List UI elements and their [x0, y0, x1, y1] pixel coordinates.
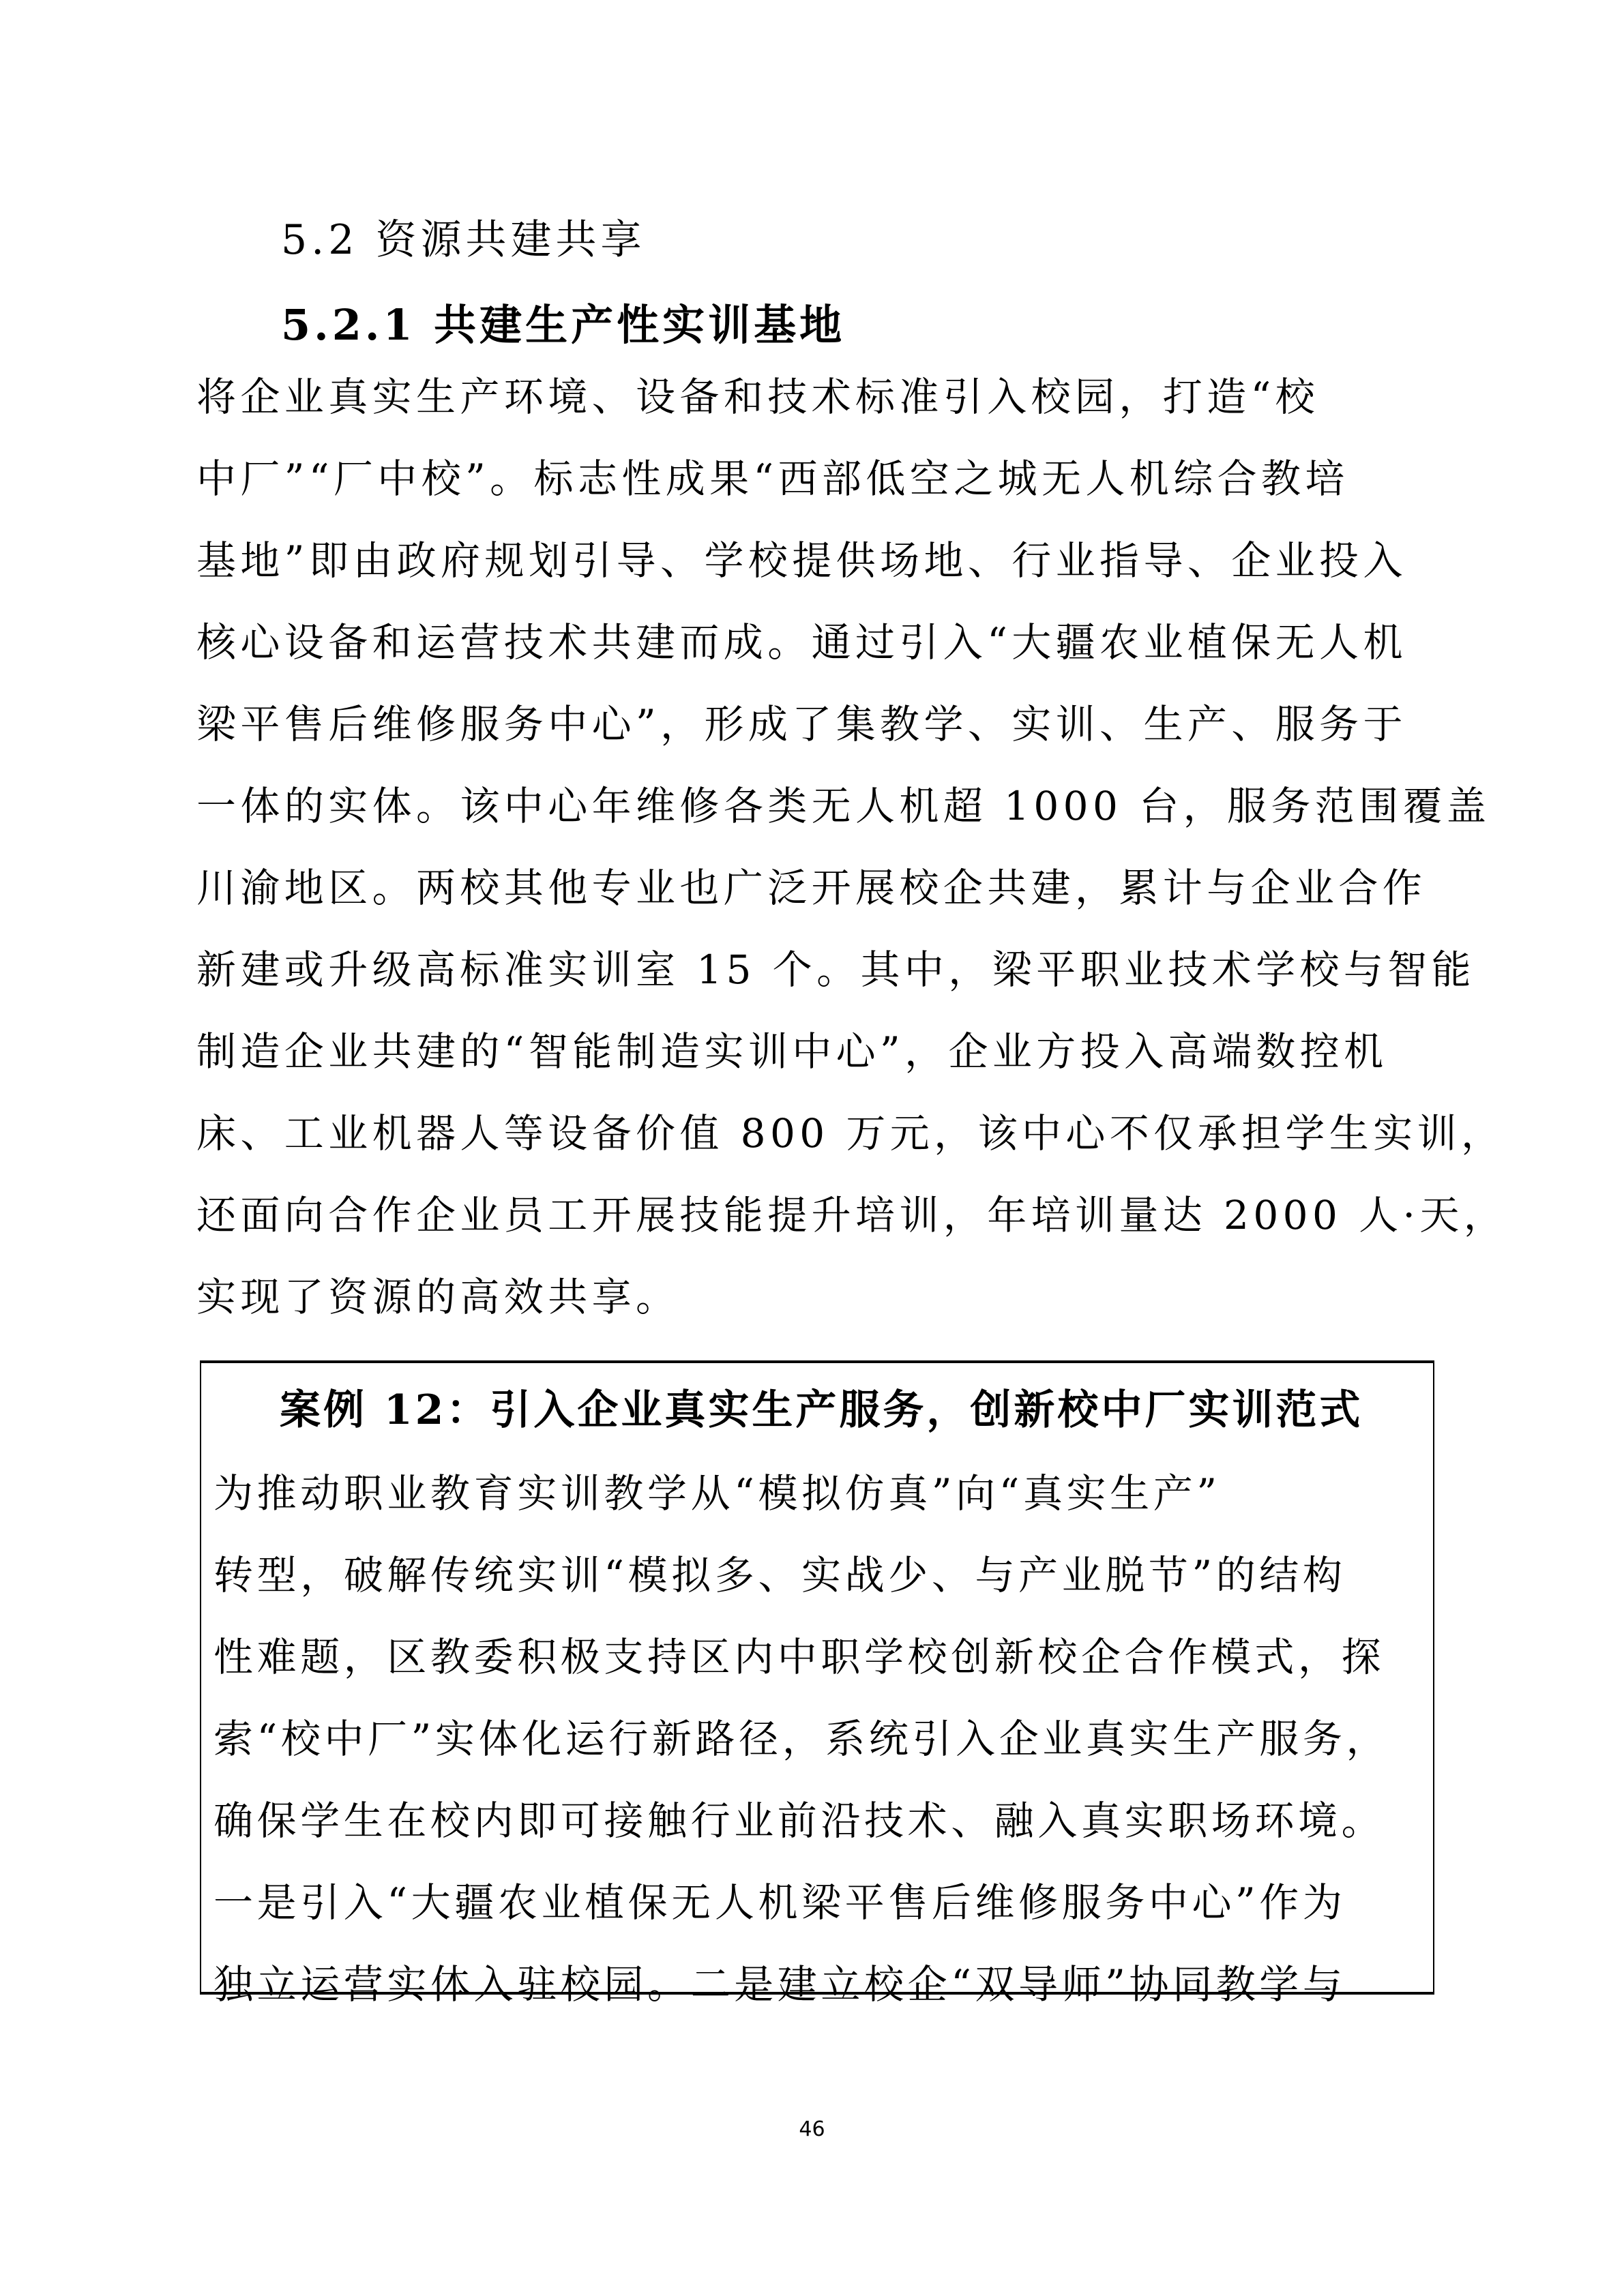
- case-study-line: 为推动职业教育实训教学从“模拟仿真”向“真实生产”: [213, 1470, 1221, 1517]
- paragraph-line: 实现了资源的高效共享。: [196, 1274, 680, 1320]
- paragraph-line: 还面向合作企业员工开展技能提升培训，年培训量达 2000 人·天，: [196, 1192, 1508, 1238]
- paragraph-line: 核心设备和运营技术共建而成。通过引入“大疆农业植保无人机: [196, 619, 1407, 666]
- case-study-line: 性难题，区教委积极支持区内中职学校创新校企合作模式，探: [213, 1634, 1385, 1680]
- paragraph-line: 中厂”“厂中校”。标志性成果“西部低空之城无人机综合教培: [196, 456, 1349, 502]
- paragraph-line: 川渝地区。两校其他专业也广泛开展校企共建，累计与企业合作: [196, 865, 1427, 911]
- paragraph-line: 梁平售后维修服务中心”，形成了集教学、实训、生产、服务于: [196, 701, 1407, 747]
- paragraph-line: 一体的实体。该中心年维修各类无人机超 1000 台，服务范围覆盖: [196, 783, 1491, 829]
- case-study-line: 索“校中厂”实体化运行新路径，系统引入企业真实生产服务，: [213, 1716, 1390, 1762]
- section-heading: 5.2 资源共建共享: [281, 216, 646, 264]
- paragraph-line: 床、工业机器人等设备价值 800 万元，该中心不仅承担学生实训，: [196, 1110, 1505, 1157]
- case-study-line: 独立运营实体入驻校园。二是建立校企“双导师”协同教学与: [213, 1961, 1346, 2008]
- paragraph-line: 基地”即由政府规划引导、学校提供场地、行业指导、企业投入: [196, 537, 1407, 584]
- case-study-line: 一是引入“大疆农业植保无人机梁平售后维修服务中心”作为: [213, 1879, 1346, 1926]
- case-study-title: 案例 12：引入企业真实生产服务，创新校中厂实训范式: [280, 1386, 1363, 1434]
- case-study-line: 转型，破解传统实训“模拟多、实战少、与产业脱节”的结构: [213, 1552, 1346, 1598]
- page-number: 46: [799, 2117, 825, 2141]
- paragraph-line: 制造企业共建的“智能制造实训中心”，企业方投入高端数控机: [196, 1028, 1388, 1075]
- paragraph-line: 新建或升级高标准实训室 15 个。其中，梁平职业技术学校与智能: [196, 946, 1476, 993]
- paragraph-line: 将企业真实生产环境、设备和技术标准引入校园，打造“校: [196, 374, 1320, 420]
- case-study-line: 确保学生在校内即可接触行业前沿技术、融入真实职场环境。: [213, 1798, 1385, 1844]
- subsection-heading: 5.2.1 共建生产性实训基地: [281, 300, 846, 350]
